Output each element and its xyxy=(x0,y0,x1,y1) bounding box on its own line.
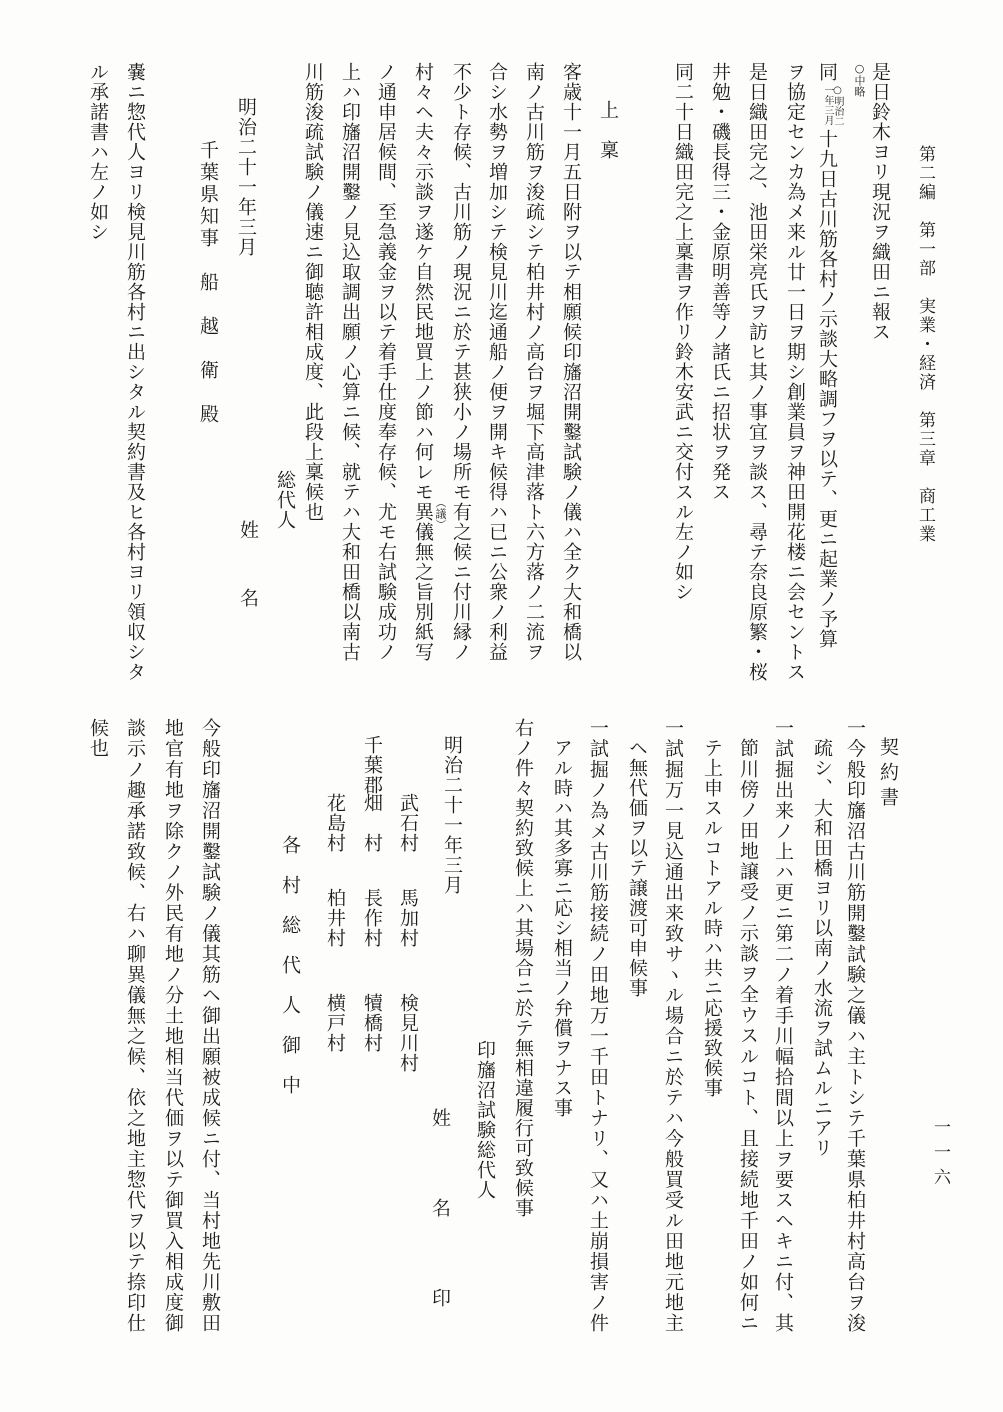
village-name: 花島村 xyxy=(324,793,346,853)
contract-line: 一試掘万一見込通出来致サヽル場合ニ於テハ今般買受ル田地元地主 xyxy=(662,718,684,1333)
petition-signer-name: 姓 名 xyxy=(237,520,259,622)
village-name: 横戸村 xyxy=(324,993,346,1053)
petition-line: ノ通申居候間、至急義金ヲ以テ着手仕度奉存候、尤モ右試験成功ノ xyxy=(375,62,397,662)
contract-line: ヘ無代価ヲ以テ譲渡可申候事 xyxy=(626,738,648,998)
narrative-line: 是日織田完之、池田栄亮氏ヲ訪ヒ其ノ事宜ヲ談ス、尋テ奈良原繁・桜 xyxy=(746,62,768,682)
petition-line: 川筋浚疏試験ノ儀速ニ御聴許相成度、此段上稟候也 xyxy=(302,62,324,522)
petition-signer-role: 総代人 xyxy=(274,470,296,530)
date-entry-line xyxy=(816,62,843,649)
date-entry-text: 十九日古川筋各村ノ示談大略調フヲ以テ、更ニ起業ノ予算 xyxy=(816,129,838,649)
petition-line: 南ノ古川筋ヲ浚疏シテ柏井村ノ高台ヲ堀下高津落ト六方落ノ二流ヲ xyxy=(523,62,545,662)
village-name: 柏井村 xyxy=(324,888,346,948)
date-note-left: 一年三月 xyxy=(822,85,833,125)
village-name: 畑 村 xyxy=(361,793,383,853)
consent-line: 談示ノ趣承諾致候、右ハ聊異儀無之候、依之地主惣代ヲ以テ捺印仕 xyxy=(124,718,146,1333)
contract-line: 右ノ件々契約致候上ハ其場合ニ於テ無相違履行可致候事 xyxy=(512,718,534,1218)
running-head: 第二編 第一部 実業・経済 第三章 商工業 xyxy=(915,145,935,544)
omission-note: ○中略 xyxy=(853,62,866,97)
report-line: 是日鈴木ヨリ現況ヲ織田ニ報ス xyxy=(869,62,891,342)
petition-line: 不少ト存候、古川筋ノ現況ニ於テ甚狭小ノ場所モ有之候ニ付川縁ノ xyxy=(450,62,472,662)
consent-line: 地官有地ヲ除クノ外民有地ノ分土地相当代価ヲ以テ御買入相成度御 xyxy=(162,718,184,1333)
petition-title: 上 稟 xyxy=(597,100,619,160)
consent-line: 今般印旛沼開鑿試験ノ儀其筋ヘ御出願被成候ニ付、当村地先川敷田 xyxy=(199,718,221,1333)
contract-line: 一試掘出来ノ上ハ更ニ第二ノ着手川幅拾間以上ヲ要スヘキニ付、其 xyxy=(772,718,794,1333)
date-entry-prefix: 同 xyxy=(816,62,838,82)
narrative-line: 井勉・磯長得三・金原明善等ノ諸氏ニ招状ヲ発ス xyxy=(709,62,731,502)
contract-date: 明治二十一年三月 xyxy=(441,735,463,895)
contract-signer-name: 姓 名 印 xyxy=(429,1108,451,1333)
village-name: 武石村 xyxy=(397,793,419,853)
village-name: 犢橋村 xyxy=(361,993,383,1053)
petition-line: 上ハ印旛沼開鑿ノ見込取調出願ノ心算ニ候、就テハ大和田橋以南古 xyxy=(339,62,361,662)
district-name: 千葉郡 xyxy=(361,735,383,795)
contract-line: テ上申スルコトアル時ハ共ニ応援致候事 xyxy=(701,738,723,1098)
petition-date: 明治二十一年三月 xyxy=(235,97,257,257)
village-name: 検見川村 xyxy=(397,993,419,1073)
contract-line: 疏シ、大和田橋ヨリ以南ノ水流ヲ試ムルニアリ xyxy=(811,738,833,1158)
correction-note: （議） xyxy=(434,497,447,530)
closing-line: 嚢ニ惣代人ヨリ検見川筋各村ニ出シタル契約書及ヒ各村ヨリ領収シタ xyxy=(124,62,146,682)
narrative-line: ヲ協定センカ為メ来ル廿一日ヲ期シ創業員ヲ神田開花楼ニ会セントス xyxy=(784,62,806,682)
petition-line: 合シ水勢ヲ増加シテ検見川迄通船ノ便ヲ開キ候得ハ已ニ公衆ノ利益 xyxy=(486,62,508,662)
contract-line: 節川傍ノ田地譲受ノ示談ヲ全ウスルコト、且接続地千田ノ如何ニ xyxy=(737,738,759,1333)
petition-addressee: 千葉県知事 船 越 衛 殿 xyxy=(197,140,219,426)
contract-line: 一今般印旛沼古川筋開鑿試験之儀ハ主トシテ千葉県柏井村高台ヲ浚 xyxy=(844,718,866,1333)
page-number: 一一六 xyxy=(930,1118,950,1193)
contract-title: 契約書 xyxy=(877,737,899,812)
contract-line: 一試掘ノ為メ古川筋接続ノ田地万一千田トナリ、又ハ土崩損害ノ件 xyxy=(587,718,609,1333)
contract-signer-role: 印旛沼試験総代人 xyxy=(474,1040,496,1200)
petition-line: 村々ヘ夫々示談ヲ遂ケ自然民地買上ノ節ハ何レモ異儀無之旨別紙写 xyxy=(412,62,434,662)
village-name: 馬加村 xyxy=(397,888,419,948)
date-note-right: ○明治二 xyxy=(832,85,843,126)
consent-line: 候也 xyxy=(87,718,109,758)
contract-addressee: 各 村 総 代 人 御 中 xyxy=(279,835,301,1095)
narrative-line: 同二十日織田完之上稟書ヲ作リ鈴木安武ニ交付スル左ノ如シ xyxy=(672,62,694,602)
closing-line: ル承諾書ハ左ノ如シ xyxy=(87,62,109,242)
date-inline-note xyxy=(822,85,842,126)
contract-line: アル時ハ其多寡ニ応シ相当ノ弁償ヲナス事 xyxy=(551,738,573,1118)
petition-line: 客歳十一月五日附ヲ以テ相願候印旛沼開鑿試験ノ儀ハ全ク大和橋以 xyxy=(560,62,582,662)
village-name: 長作村 xyxy=(361,888,383,948)
